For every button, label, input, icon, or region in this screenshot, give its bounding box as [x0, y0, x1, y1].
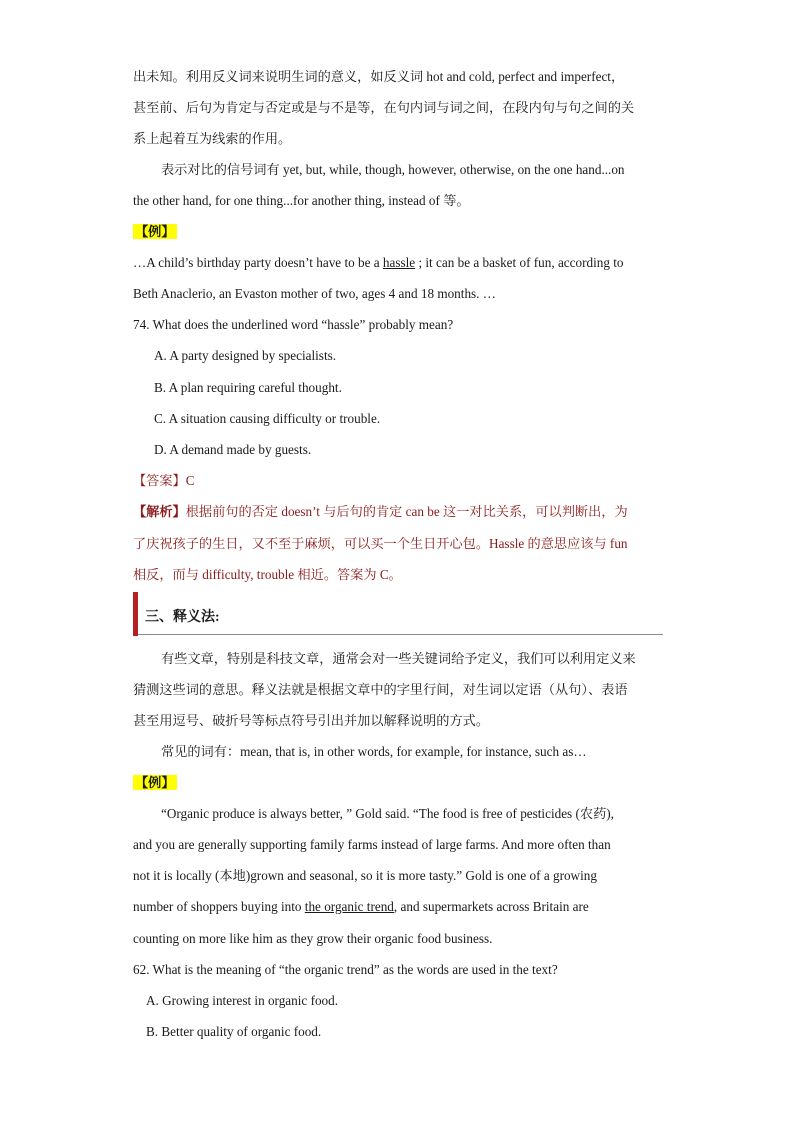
analysis-line: 相反，而与 difficulty, trouble 相近。答案为 C。 — [133, 567, 402, 582]
paragraph-line: the other hand, for one thing...for another thing, instead of 等。 — [133, 193, 470, 208]
passage-line: number of shoppers buying into the organic trend, and supermarkets across Britain are — [133, 899, 589, 914]
passage-line: counting on more like him as they grow their organic food business. — [133, 931, 493, 946]
paragraph-line: 猜测这些词的意思。释义法就是根据文章中的字里行间，对生词以定语（从句）、表语 — [133, 682, 628, 697]
option-a: A. A party designed by specialists. — [154, 348, 337, 363]
analysis-tag: 【解析】 — [133, 504, 186, 519]
analysis-line: 了庆祝孩子的生日，又不至于麻烦，可以买一个生日开心包。Hassle 的意思应该与 fun — [133, 536, 628, 551]
option-d: D. A demand made by guests. — [154, 442, 312, 457]
option-b: B. Better quality of organic food. — [146, 1024, 322, 1039]
paragraph-line: 系上起着互为线索的作用。 — [133, 131, 292, 146]
example-tag: 【例】 — [135, 775, 175, 790]
paragraph-line: 有些文章，特别是科技文章，通常会对一些关键词给予定义，我们可以利用定义来 — [161, 651, 636, 666]
passage-line: and you are generally supporting family farms instead of large farms. And more often than — [133, 837, 611, 852]
paragraph-line: 甚至前、后句为肯定与否定或是与不是等，在句内词与词之间，在段内句与句之间的关 — [133, 100, 635, 115]
passage-line: …A child’s birthday party doesn’t have to be a hassle ; it can be a basket of fun, according to — [133, 255, 624, 270]
underlined-word: hassle — [382, 255, 416, 270]
paragraph-line: 甚至用逗号、破折号等标点符号引出并加以解释说明的方式。 — [133, 713, 490, 728]
question: 62. What is the meaning of “the organic trend” as the words are used in the text? — [133, 962, 558, 977]
analysis-line: 【解析】根据前句的否定 doesn’t 与后句的肯定 can be 这一对比关系，可以判断出，为 — [133, 504, 628, 519]
passage-line: not it is locally (本地)grown and seasonal, so it is more tasty.” Gold is one of a growing — [133, 868, 597, 883]
paragraph-line: 常见的词有：mean, that is, in other words, for example, for instance, such as… — [161, 744, 587, 759]
section-divider — [138, 634, 663, 635]
example-tag: 【例】 — [135, 224, 175, 239]
answer-value: C — [185, 473, 195, 488]
answer-tag: 【答案】 — [133, 473, 186, 488]
underlined-phrase: the organic trend — [304, 899, 394, 914]
option-c: C. A situation causing difficulty or trouble. — [154, 411, 381, 426]
section-header — [133, 592, 663, 636]
passage-line: Beth Anaclerio, an Evaston mother of two, ages 4 and 18 months. … — [133, 286, 496, 301]
section-title: 三、释义法: — [145, 610, 220, 625]
paragraph-line: 表示对比的信号词有 yet, but, while, though, however, otherwise, on the one hand...on — [161, 162, 625, 177]
section-accent-bar — [133, 592, 138, 636]
passage-line: “Organic produce is always better, ” Gold said. “The food is free of pesticides (农药), — [161, 806, 614, 821]
answer-line — [133, 471, 195, 491]
question: 74. What does the underlined word “hassle” probably mean? — [133, 317, 454, 332]
option-a: A. Growing interest in organic food. — [146, 993, 339, 1008]
paragraph-line: 出未知。利用反义词来说明生词的意义，如反义词 hot and cold, perfect and imperfect， — [133, 69, 625, 84]
option-b: B. A plan requiring careful thought. — [154, 380, 342, 395]
